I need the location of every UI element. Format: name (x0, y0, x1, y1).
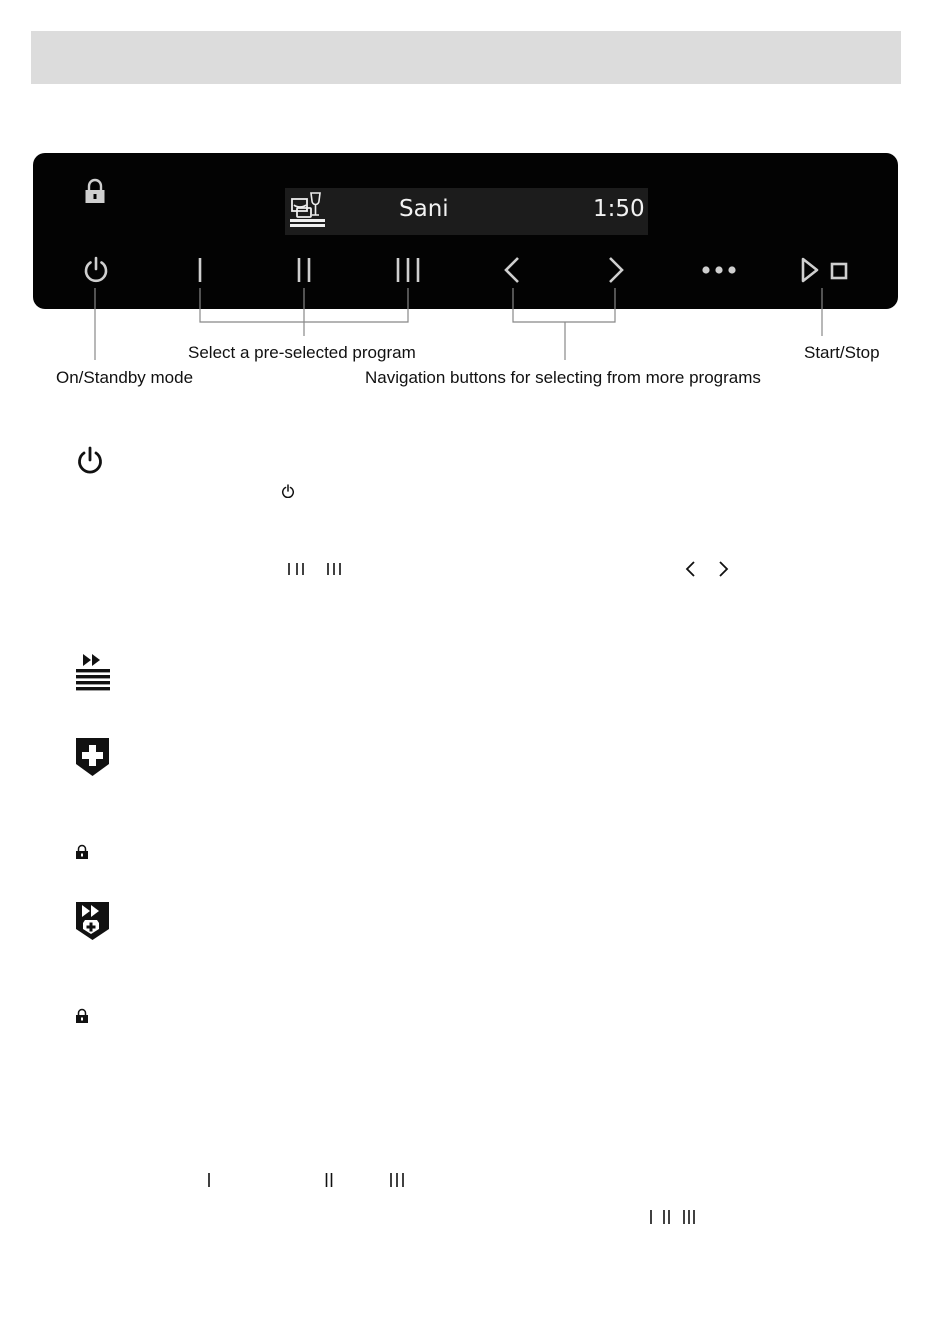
display-remaining-time: 1:50 (593, 196, 645, 222)
header-bar (31, 31, 901, 84)
power-icon (75, 446, 105, 476)
callout-lines (0, 280, 933, 362)
lock-icon[interactable] (84, 178, 106, 204)
lock-icon (75, 844, 89, 860)
callout-on-standby: On/Standby mode (56, 368, 194, 387)
quick-wash-icon (75, 653, 111, 693)
more-icon[interactable] (701, 262, 737, 278)
program-2-inline-icon (324, 1172, 334, 1188)
chevrons-inline-icon (684, 560, 732, 578)
display-program-name: Sani (399, 196, 449, 222)
program-buttons-inline-icons (648, 1209, 700, 1225)
power-icon (281, 484, 295, 498)
lock-icon (75, 1008, 89, 1024)
callout-navigation: Navigation buttons for selecting from more programs (365, 368, 761, 387)
program-buttons-inline-icons (287, 561, 343, 577)
callout-preselected: Select a pre-selected program (188, 343, 416, 362)
callout-start-stop: Start/Stop (804, 343, 880, 362)
stop-icon[interactable] (830, 262, 848, 280)
quick-hygiene-icon (75, 901, 110, 941)
hygiene-plus-icon (75, 737, 110, 777)
program-3-inline-icon (389, 1172, 405, 1188)
display-dishes-icon (289, 191, 327, 231)
program-1-inline-icon (205, 1172, 213, 1188)
